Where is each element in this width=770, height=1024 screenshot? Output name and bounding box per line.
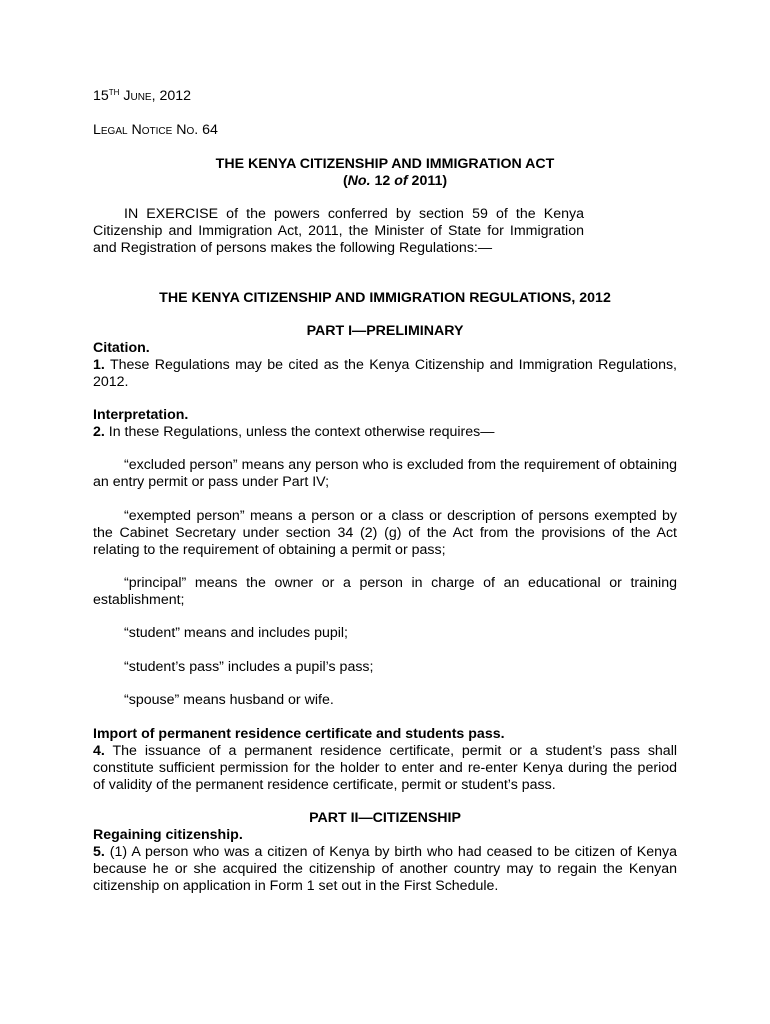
date-rest: June, 2012 [119,88,192,104]
date-day: 15 [93,88,109,104]
part-1-heading: PART I—PRELIMINARY [306,323,464,339]
definition-exempted-person: “exempted person” means a person or a class or description of persons exempted by the Cabinet Secretary under section 34 (2) (g) of the Act from the provisions of the Act relating to the requirement of obtaining a permit or pass; [93,508,677,558]
definition-excluded-person: “excluded person” means any person who is excluded from the requirement of obtaining an entry permit or pass under Part IV; [93,457,677,490]
interpretation-heading: Interpretation. [93,407,189,423]
date-suffix: TH [108,88,120,97]
import-heading: Import of permanent residence certificate and students pass. [93,726,505,742]
definition-spouse: “spouse” means husband or wife. [124,692,334,708]
legal-notice-number: Legal Notice No. 64 [93,122,218,138]
definition-students-pass: “student’s pass” includes a pupil’s pass; [124,659,374,675]
regaining-heading: Regaining citizenship. [93,827,243,843]
preamble: IN EXERCISE of the powers conferred by section 59 of the Kenya Citizenship and Immigration Act, 2011, the Minister of State for Immigration and Registration of persons makes the following Regulations:— [93,206,584,256]
notice-date [93,88,191,105]
act-number: (No. 12 of 2011) [342,173,448,189]
regulations-title: THE KENYA CITIZENSHIP AND IMMIGRATION REGULATIONS, 2012 [159,290,611,306]
regulation-1: 1. These Regulations may be cited as the Kenya Citizenship and Immigration Regulations, 2012. [93,357,677,390]
regulation-5: 5. (1) A person who was a citizen of Kenya by birth who had ceased to be citizen of Kenya because he or she acquired the citizenship of another country may to regain the Kenyan citizenship on application in Form 1 set out in the First Schedule. [93,844,677,894]
regulation-4: 4. The issuance of a permanent residence certificate, permit or a student’s pass shall constitute sufficient permission for the holder to enter and re-enter Kenya during the period of validity of the permanent residence certificate, permit or student’s pass. [93,743,677,793]
definition-student: “student” means and includes pupil; [124,625,348,641]
act-title: THE KENYA CITIZENSHIP AND IMMIGRATION ACT [215,156,555,172]
citation-heading: Citation. [93,340,150,356]
definition-principal: “principal” means the owner or a person in charge of an educational or training establishment; [93,575,677,608]
regulation-2: 2. In these Regulations, unless the context otherwise requires— [93,424,495,440]
part-2-heading: PART II—CITIZENSHIP [309,810,461,826]
